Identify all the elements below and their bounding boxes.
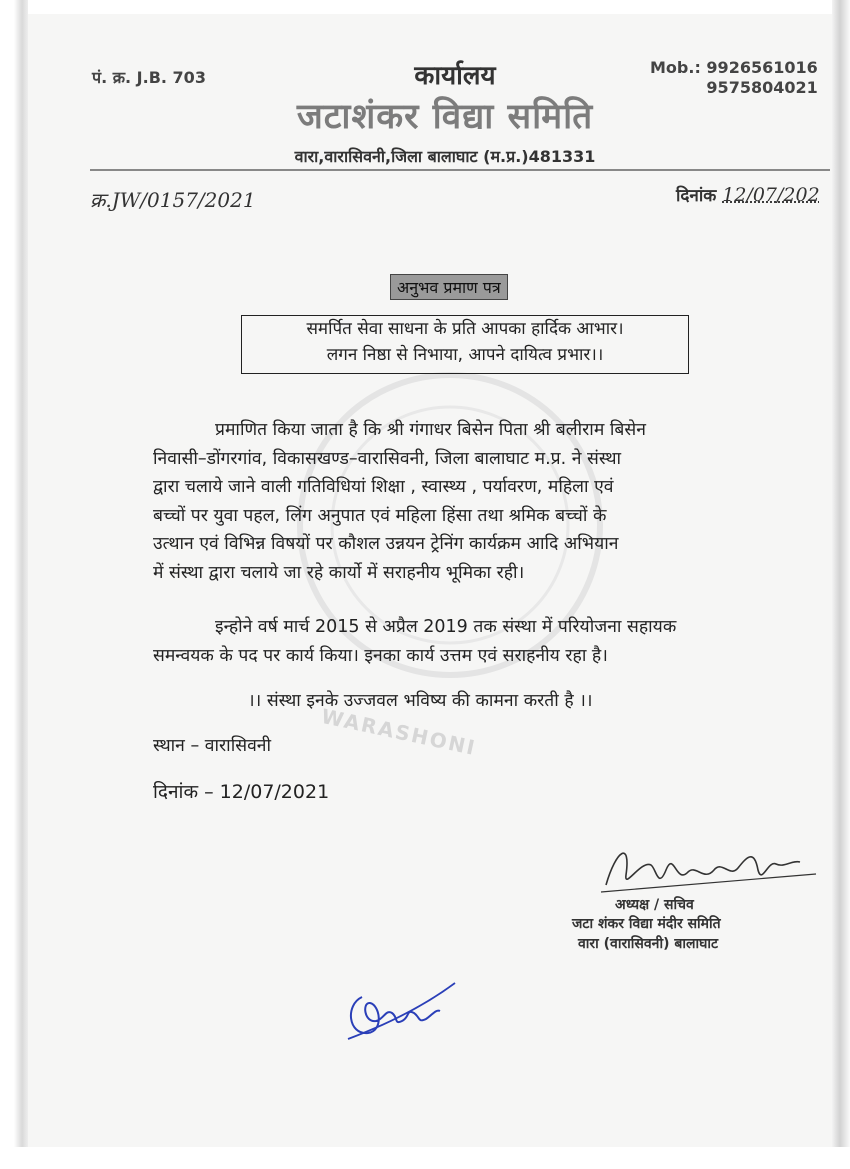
- reference-number: [90, 186, 256, 213]
- place-line: स्थान – वारासिवनी: [153, 736, 272, 756]
- scan-border-top: [0, 0, 850, 14]
- paragraph-1-line-3: द्वारा चलाये जाने वाली गतिविधियां शिक्षा , स्वास्थ्य , पर्यावरण, महिला एवं: [153, 477, 614, 497]
- paragraph-1-line-5: उत्थान एवं विभिन्न विषयों पर कौशल उन्नयन ट्रेनिंग कार्यक्रम आदि अभियान: [153, 534, 619, 554]
- organization-name: जटाशंकर विद्या समिति: [296, 97, 594, 137]
- mobile-label: Mob.:: [650, 58, 701, 77]
- paragraph-1-line-2: निवासी–डोंगरगांव, विकासखण्ड–वारासिवनी, जिला बालाघाट म.प्र. ने संस्था: [153, 448, 622, 469]
- good-wishes-line: ।। संस्था इनके उज्जवल भविष्य की कामना करती है ।।: [248, 691, 593, 711]
- date-line: दिनांक – 12/07/2021: [153, 781, 330, 803]
- signatory-organization: जटा शंकर विद्या मंदीर समिति: [572, 916, 721, 932]
- issue-date-label: दिनांक: [676, 186, 717, 206]
- paragraph-2-line-2: समन्वयक के पद पर कार्य किया। इनका कार्य उत्तम एवं सराहनीय रहा है।: [153, 645, 608, 666]
- signatory-signature: [596, 830, 826, 900]
- mobile-number-2: 9575804021: [706, 78, 818, 97]
- organization-address: वारा,वारासिवनी,जिला बालाघाट (म.प्र.)481331: [294, 147, 596, 166]
- paragraph-2-line-1: इन्होने वर्ष मार्च 2015 से अप्रैल 2019 तक संस्था में परियोजना सहायक: [215, 617, 677, 637]
- body-paragraph-1: [153, 416, 793, 587]
- mobile-numbers: [650, 58, 818, 98]
- scan-border-right: [832, 0, 850, 1169]
- office-label: कार्यालय: [414, 61, 496, 91]
- paragraph-1-line-1: प्रमाणित किया जाता है कि श्री गंगाधर बिसेन पिता श्री बलीराम बिसेन: [215, 420, 646, 440]
- signatory-title: अध्यक्ष / सचिव: [615, 897, 694, 913]
- certificate-heading: अनुभव प्रमाण पत्र: [390, 274, 508, 300]
- issue-date-value: 12/07/202: [722, 184, 820, 206]
- couplet-line-1: समर्पित सेवा साधना के प्रति आपका हार्दिक आभार।: [306, 319, 624, 339]
- body-paragraph-2: [153, 613, 793, 670]
- scan-border-left: [0, 0, 28, 1169]
- stamp-watermark-text: WARASHONI: [319, 703, 479, 761]
- letterhead-divider: [90, 169, 830, 171]
- couplet-line-2: लगन निष्ठा से निभाया, आपने दायित्व प्रभार।।: [326, 345, 604, 365]
- reference-prefix: क्र.: [90, 188, 112, 212]
- reference-value: JW/0157/2021: [111, 188, 256, 212]
- paragraph-1-line-6: में संस्था द्वारा चलाये जा रहे कार्यो में सराहनीय भूमिका रही।: [153, 562, 525, 583]
- scan-border-bottom: [0, 1147, 850, 1169]
- couplet-box: [241, 315, 689, 374]
- signatory-place: वारा (वारासिवनी) बालाघाट: [578, 936, 719, 952]
- recipient-signature: [340, 975, 460, 1045]
- registration-number: पं. क्र. J.B. 703: [92, 68, 206, 87]
- mobile-number-1: 9926561016: [706, 58, 818, 77]
- issue-date: [676, 183, 820, 206]
- paragraph-1-line-4: बच्चों पर युवा पहल, लिंग अनुपात एवं महिला हिंसा तथा श्रमिक बच्चों के: [153, 505, 607, 526]
